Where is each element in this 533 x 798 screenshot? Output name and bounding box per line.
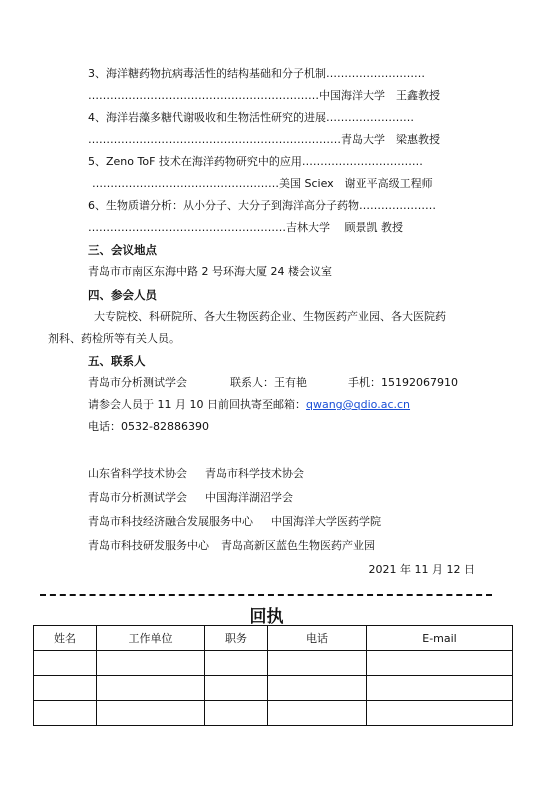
attendees-heading: 四、参会人员 [88,288,157,302]
organizer-1a: 山东省科学技术协会 [88,467,187,480]
cell-name[interactable] [34,701,97,726]
contact-org: 青岛市分析测试学会 [88,376,187,389]
cell-email[interactable] [367,676,513,701]
agenda-item-5-speaker: 美国 Sciex 谢亚平高级工程师 [279,177,433,190]
organizer-3a: 青岛市科技经济融合发展服务中心 [88,515,253,528]
cell-workplace[interactable] [97,676,205,701]
cell-workplace[interactable] [97,701,205,726]
organizer-2a: 青岛市分析测试学会 [88,491,187,504]
col-phone-header: 电话 [268,626,367,651]
agenda-item-4-title: 4、海洋岩藻多糖代谢吸收和生物活性研究的进展…………………… [88,111,414,124]
contact-tel: 电话：0532-82886390 [88,420,209,433]
organizer-2b: 中国海洋湖沼学会 [205,491,293,504]
agenda-item-4-dots: …………………………………………………………… [88,133,341,146]
attendees-line-2: 剂科、药检所等有关人员。 [48,332,180,345]
cell-email[interactable] [367,651,513,676]
contact-email-line [88,398,410,412]
agenda-item-5-dots: …………………………………………… [92,177,279,190]
agenda-item-4-line2 [88,133,440,147]
receipt-header-row [34,626,513,651]
receipt-row [34,701,513,726]
cell-phone[interactable] [268,701,367,726]
organizer-4a: 青岛市科技研发服务中心 [88,539,209,552]
agenda-item-5-line2 [92,177,433,191]
agenda-item-3-speaker: 中国海洋大学 王鑫教授 [319,89,440,102]
organizer-row-2 [88,491,293,505]
agenda-item-6-dots: ……………………………………………… [88,221,286,234]
contact-email-prefix: 请参会人员于 11 月 10 日前回执寄至邮箱： [88,398,306,411]
cell-name[interactable] [34,651,97,676]
cell-phone[interactable] [268,676,367,701]
organizer-row-4 [88,539,375,553]
col-name-header: 姓名 [34,626,97,651]
agenda-item-4-speaker: 青岛大学 梁惠教授 [341,133,440,146]
agenda-item-3-line2 [88,89,460,103]
col-email-header: E-mail [367,626,513,651]
cell-email[interactable] [367,701,513,726]
receipt-table [33,625,513,726]
cell-name[interactable] [34,676,97,701]
agenda-item-6-title: 6、生物质谱分析：从小分子、大分子到海洋高分子药物………………… [88,199,436,212]
organizer-row-1 [88,467,304,481]
cell-position[interactable] [205,651,268,676]
attendees-line-1: 大专院校、科研院所、各大生物医药企业、生物医药产业园、各大医院药 [94,310,446,323]
organizer-1b: 青岛市科学技术协会 [205,467,304,480]
organizer-row-3 [88,515,381,529]
organizer-4b: 青岛高新区蓝色生物医药产业园 [221,539,375,552]
organizer-3b: 中国海洋大学医药学院 [271,515,381,528]
cell-position[interactable] [205,701,268,726]
cut-line [40,594,492,596]
contact-person: 联系人：王有艳 [230,376,307,389]
agenda-item-6-line2 [88,221,403,235]
venue-text: 青岛市市南区东海中路 2 号环海大厦 24 楼会议室 [88,265,332,278]
agenda-item-5-title: 5、Zeno ToF 技术在海洋药物研究中的应用…………………………… [88,155,423,168]
col-workplace-header: 工作单位 [97,626,205,651]
agenda-item-3-title: 3、海洋糖药物抗病毒活性的结构基础和分子机制……………………… [88,67,425,80]
cell-position[interactable] [205,676,268,701]
contact-email-link[interactable]: qwang@qdio.ac.cn [305,398,411,411]
contact-heading: 五、联系人 [88,354,146,368]
cell-phone[interactable] [268,651,367,676]
venue-heading: 三、会议地点 [88,243,157,257]
document-date: 2021 年 11 月 12 日 [368,563,475,576]
agenda-item-6-speaker: 吉林大学 顾景凯 教授 [286,221,403,234]
receipt-row [34,676,513,701]
agenda-item-3-dots: ……………………………………………………… [88,89,319,102]
receipt-title: 回执 [249,607,284,627]
contact-phone: 手机：15192067910 [348,376,458,389]
col-position-header: 职务 [205,626,268,651]
receipt-row [34,651,513,676]
cell-workplace[interactable] [97,651,205,676]
